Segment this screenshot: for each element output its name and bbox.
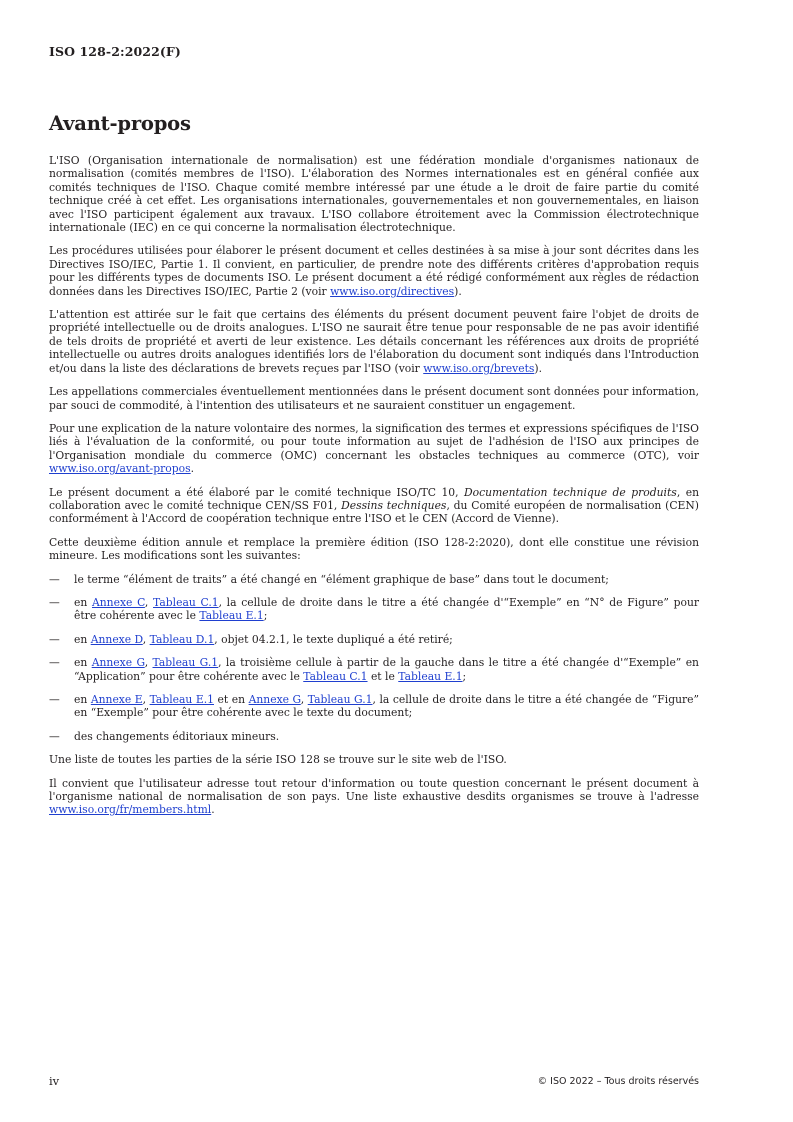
link-tableau-e1[interactable]: Tableau E.1 [149,693,214,706]
paragraph-patents: L'attention est attirée sur le fait que certains des éléments du présent document peuvent faire l'objet de droits de propriété intellectuelle ou de droits analogues. L'ISO ne saurait être tenue pour responsable de ne pas avoir identifié de tels droits de propriété et averti de leur existence. Les détails concernant les références aux droits de propriété intellectuelle ou autres droits analogues identifiés lors de l'élaboration du document sont indiqués dans l'Introduction et/ou dans la liste des déclarations de brevets reçues par l'ISO (voir www.iso.org/brevets). [49,308,699,375]
document-body [49,154,699,827]
paragraph-trade-names: Les appellations commerciales éventuellement mentionnées dans le présent document sont données pour information, par souci de commodité, à l'intention des utilisateurs et ne sauraient constituer un engagement. [49,385,699,412]
paragraph-iso-intro: L'ISO (Organisation internationale de normalisation) est une fédération mondiale d'organismes nationaux de normalisation (comités membres de l'ISO). L'élaboration des Normes internationales est en général confiée aux comités techniques de l'ISO. Chaque comité membre intéressé par une étude a le droit de faire partie du comité technique créé à cet effet. Les organisations internationales, gouvernementales et non gouvernementales, en liaison avec l'ISO participent également aux travaux. L'ISO collabore étroitement avec la Commission électrotechnique internationale (IEC) en ce qui concerne la normalisation électrotechnique. [49,154,699,235]
link-tableau-e1[interactable]: Tableau E.1 [199,609,264,623]
link-annexe-e[interactable]: Annexe E [90,693,143,706]
link-tableau-e1[interactable]: Tableau E.1 [398,669,463,683]
page-number: iv [49,1074,60,1088]
list-item: — en Annexe C, Tableau C.1, la cellule de droite dans le titre a été changée d'“Exemple” en “N° de Figure” pour être cohérente avec le Tableau E.1; [49,595,700,623]
link-tableau-g1[interactable]: Tableau G.1 [152,656,219,670]
link-directives[interactable]: www.iso.org/directives [330,284,455,298]
list-item: — le terme “élément de traits” a été changé en “élément graphique de base” dans tout le document; [49,572,609,586]
paragraph-series-list: Une liste de toutes les parties de la série ISO 128 se trouve sur le site web de l'ISO. [49,753,507,767]
list-item: — en Annexe E, Tableau E.1 et en Annexe G, Tableau G.1, la cellule de droite dans le titre a été changée de “Figure” en “Exemple” pour être cohérente avec le texte du document; [49,693,699,720]
link-tableau-d1[interactable]: Tableau D.1 [149,632,215,646]
document-identifier: ISO 128-2:2022(F) [49,44,181,59]
link-annexe-g[interactable]: Annexe G [248,693,301,706]
list-item: — en Annexe D, Tableau D.1, objet 04.2.1, le texte dupliqué a été retiré; [49,632,453,646]
link-tableau-c1[interactable]: Tableau C.1 [153,595,219,609]
link-tableau-g1[interactable]: Tableau G.1 [307,693,373,706]
page-title: Avant-propos [49,112,191,135]
paragraph-feedback: Il convient que l'utilisateur adresse tout retour d'information ou toute question concernant le présent document à l'organisme national de normalisation de son pays. Une liste exhaustive desdits organismes se trouve à l'adresse www.iso.org/fr/members.html. [49,776,699,817]
paragraph-edition: Cette deuxième édition annule et remplace la première édition (ISO 128-2:2020), dont elle constitue une révision mineure. Les modifications sont les suivantes: [49,535,699,563]
link-members[interactable]: www.iso.org/fr/members.html [49,803,212,817]
list-item: — des changements éditoriaux mineurs. [49,729,280,743]
link-tableau-c1[interactable]: Tableau C.1 [303,669,368,683]
link-annexe-c[interactable]: Annexe C [91,595,145,609]
changes-list [49,573,699,744]
paragraph-procedures: Les procédures utilisées pour élaborer le présent document et celles destinées à sa mise à jour sont décrites dans les Directives ISO/IEC, Partie 1. Il convient, en particulier, de prendre note des différents critères d'approbation requis pour les différents types de documents ISO. Le présent document a été rédigé conformément aux règles de rédaction données dans les Directives ISO/IEC, Partie 2 (voir www.iso.org/directives). [49,244,699,298]
paragraph-committee: Le présent document a été élaboré par le comité technique ISO/TC 10, Documentation technique de produits, en collaboration avec le comité technique CEN/SS F01, Dessins techniques, du Comité européen de normalisation (CEN) conformément à l'Accord de coopération technique entre l'ISO et le CEN (Accord de Vienne). [49,485,700,526]
link-annexe-g[interactable]: Annexe G [91,656,145,670]
copyright-notice: © ISO 2022 – Tous droits réservés [537,1076,699,1087]
list-item: — en Annexe G, Tableau G.1, la troisième cellule à partir de la gauche dans le titre a été changée d'“Exemple” en “Application” pour être cohérente avec le Tableau C.1 et le Tableau E.1; [49,656,699,683]
link-avant-propos[interactable]: www.iso.org/avant-propos [49,462,191,476]
link-brevets[interactable]: www.iso.org/brevets [423,361,535,375]
paragraph-voluntary-nature: Pour une explication de la nature volontaire des normes, la signification des termes et expressions spécifiques de l'ISO liés à l'évaluation de la conformité, ou pour toute information au sujet de l'adhésion de l'ISO aux principes de l'Organisation mondiale du commerce (OMC) concernant les obstacles techniques au commerce (OTC), voir www.iso.org/avant-propos. [49,421,699,476]
link-annexe-d[interactable]: Annexe D [90,632,143,646]
